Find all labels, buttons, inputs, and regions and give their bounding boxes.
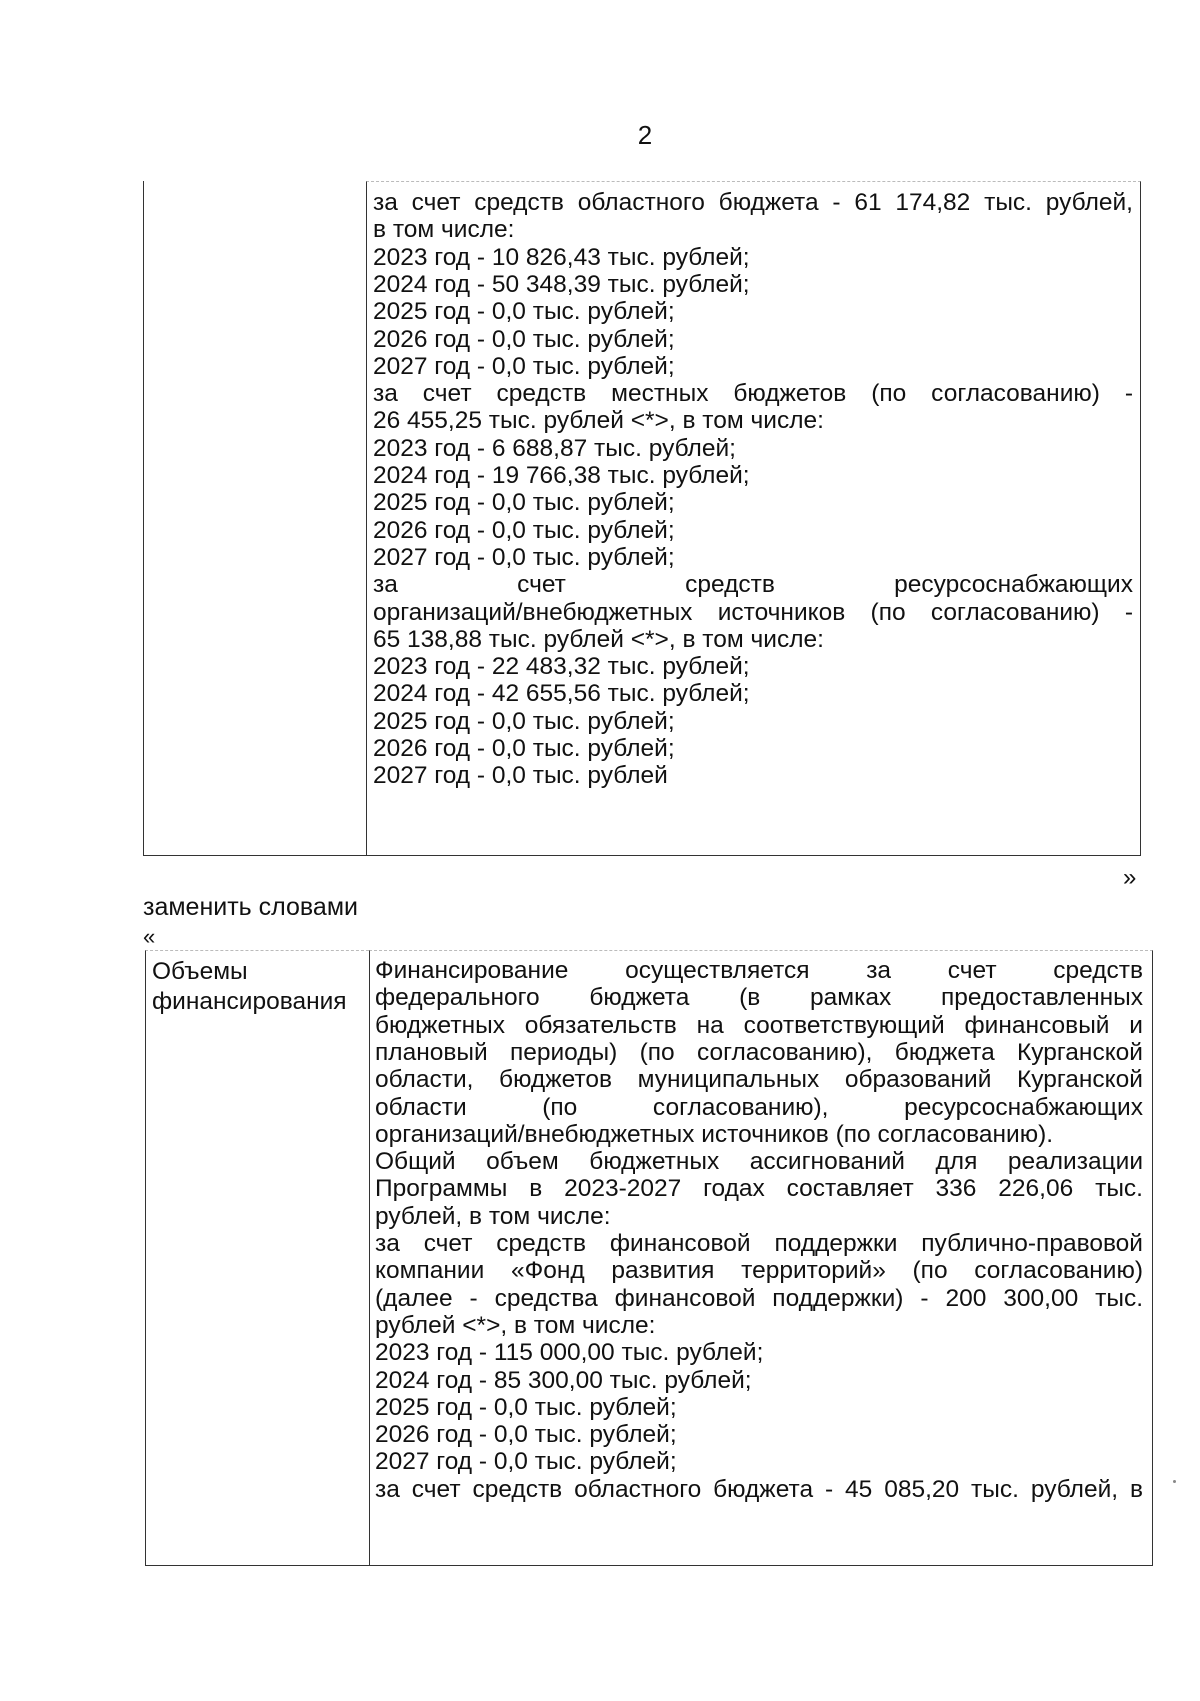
text-line: в том числе: <box>373 216 515 244</box>
text-line: 2025 год - 0,0 тыс. рублей; <box>373 489 675 517</box>
replace-label: заменить словами <box>143 893 358 921</box>
text-line: 2025 год - 0,0 тыс. рублей; <box>375 1393 677 1421</box>
text-line: организаций/внебюджетных источников (по согласованию). <box>375 1120 1054 1148</box>
text-line: 2024 год - 42 655,56 тыс. рублей; <box>373 680 750 708</box>
text-line: области, бюджетов муниципальных образований Курганской <box>375 1066 1143 1094</box>
text-line: за счет средств областного бюджета - 45 085,20 тыс. рублей, в <box>375 1475 1143 1503</box>
text-line: федерального бюджета (в рамках предоставленных <box>375 984 1143 1012</box>
text-line: 2027 год - 0,0 тыс. рублей; <box>375 1448 677 1476</box>
funding-table-new <box>145 950 1153 1566</box>
text-line: за счет средств областного бюджета - 61 174,82 тыс. рублей, <box>373 189 1133 216</box>
text-line: рублей, в том числе: <box>375 1202 611 1230</box>
text-line: 2024 год - 85 300,00 тыс. рублей; <box>375 1366 752 1394</box>
text-line: 2026 год - 0,0 тыс. рублей; <box>373 735 675 762</box>
text-line: компании «Фонд развития территорий» (по согласованию) <box>375 1257 1143 1285</box>
text-line: 2026 год - 0,0 тыс. рублей; <box>373 325 675 353</box>
table-left-cell <box>143 181 366 856</box>
text-line: 2024 год - 50 348,39 тыс. рублей; <box>373 270 750 298</box>
text-line: 2027 год - 0,0 тыс. рублей; <box>373 352 675 380</box>
text-line: (далее - средства финансовой поддержки) - 200 300,00 тыс. <box>375 1284 1143 1312</box>
text-line: 2023 год - 10 826,43 тыс. рублей; <box>373 243 750 271</box>
text-line: за счет средств финансовой поддержки публично-правовой <box>375 1230 1143 1257</box>
text-line: области (по согласованию), ресурсоснабжающих <box>375 1093 1143 1121</box>
text-line: 2026 год - 0,0 тыс. рублей; <box>373 516 675 544</box>
text-line: за счет средств ресурсоснабжающих <box>373 571 1133 599</box>
text-line: 2026 год - 0,0 тыс. рублей; <box>375 1421 677 1449</box>
text-line: 2024 год - 19 766,38 тыс. рублей; <box>373 462 750 489</box>
left-cell-line: Объемы <box>152 958 248 985</box>
closing-quote: » <box>1123 864 1137 891</box>
funding-table-old <box>143 181 1141 856</box>
text-line: 2023 год - 115 000,00 тыс. рублей; <box>375 1339 764 1367</box>
text-line: 2027 год - 0,0 тыс. рублей; <box>373 543 675 571</box>
left-cell-line: финансирования <box>152 988 347 1015</box>
text-line: 2025 год - 0,0 тыс. рублей; <box>373 707 675 735</box>
page-number: 2 <box>637 120 653 150</box>
text-line: 65 138,88 тыс. рублей <*>, в том числе: <box>373 625 824 653</box>
text-line: 26 455,25 тыс. рублей <*>, в том числе: <box>373 407 824 435</box>
text-line: бюджетных обязательств на соответствующий финансовый и <box>375 1011 1143 1039</box>
text-line: рублей <*>, в том числе: <box>375 1311 656 1339</box>
text-line: Финансирование осуществляется за счет средств <box>375 957 1143 984</box>
text-line: 2027 год - 0,0 тыс. рублей <box>373 762 668 790</box>
text-line: Программы в 2023-2027 годах составляет 336 226,06 тыс. <box>375 1175 1143 1203</box>
text-line: 2023 год - 22 483,32 тыс. рублей; <box>373 653 750 681</box>
text-line: Общий объем бюджетных ассигнований для реализации <box>375 1148 1143 1176</box>
text-line: организаций/внебюджетных источников (по согласованию) - <box>373 598 1133 626</box>
text-line: 2025 год - 0,0 тыс. рублей; <box>373 298 675 326</box>
text-line: 2023 год - 6 688,87 тыс. рублей; <box>373 434 736 462</box>
text-line: за счет средств местных бюджетов (по согласованию) - <box>373 380 1133 408</box>
scan-speck <box>1173 1480 1176 1483</box>
table-left-cell <box>145 950 369 1566</box>
text-line: плановый периоды) (по согласованию), бюджета Курганской <box>375 1038 1143 1066</box>
opening-quote: « <box>143 924 156 949</box>
